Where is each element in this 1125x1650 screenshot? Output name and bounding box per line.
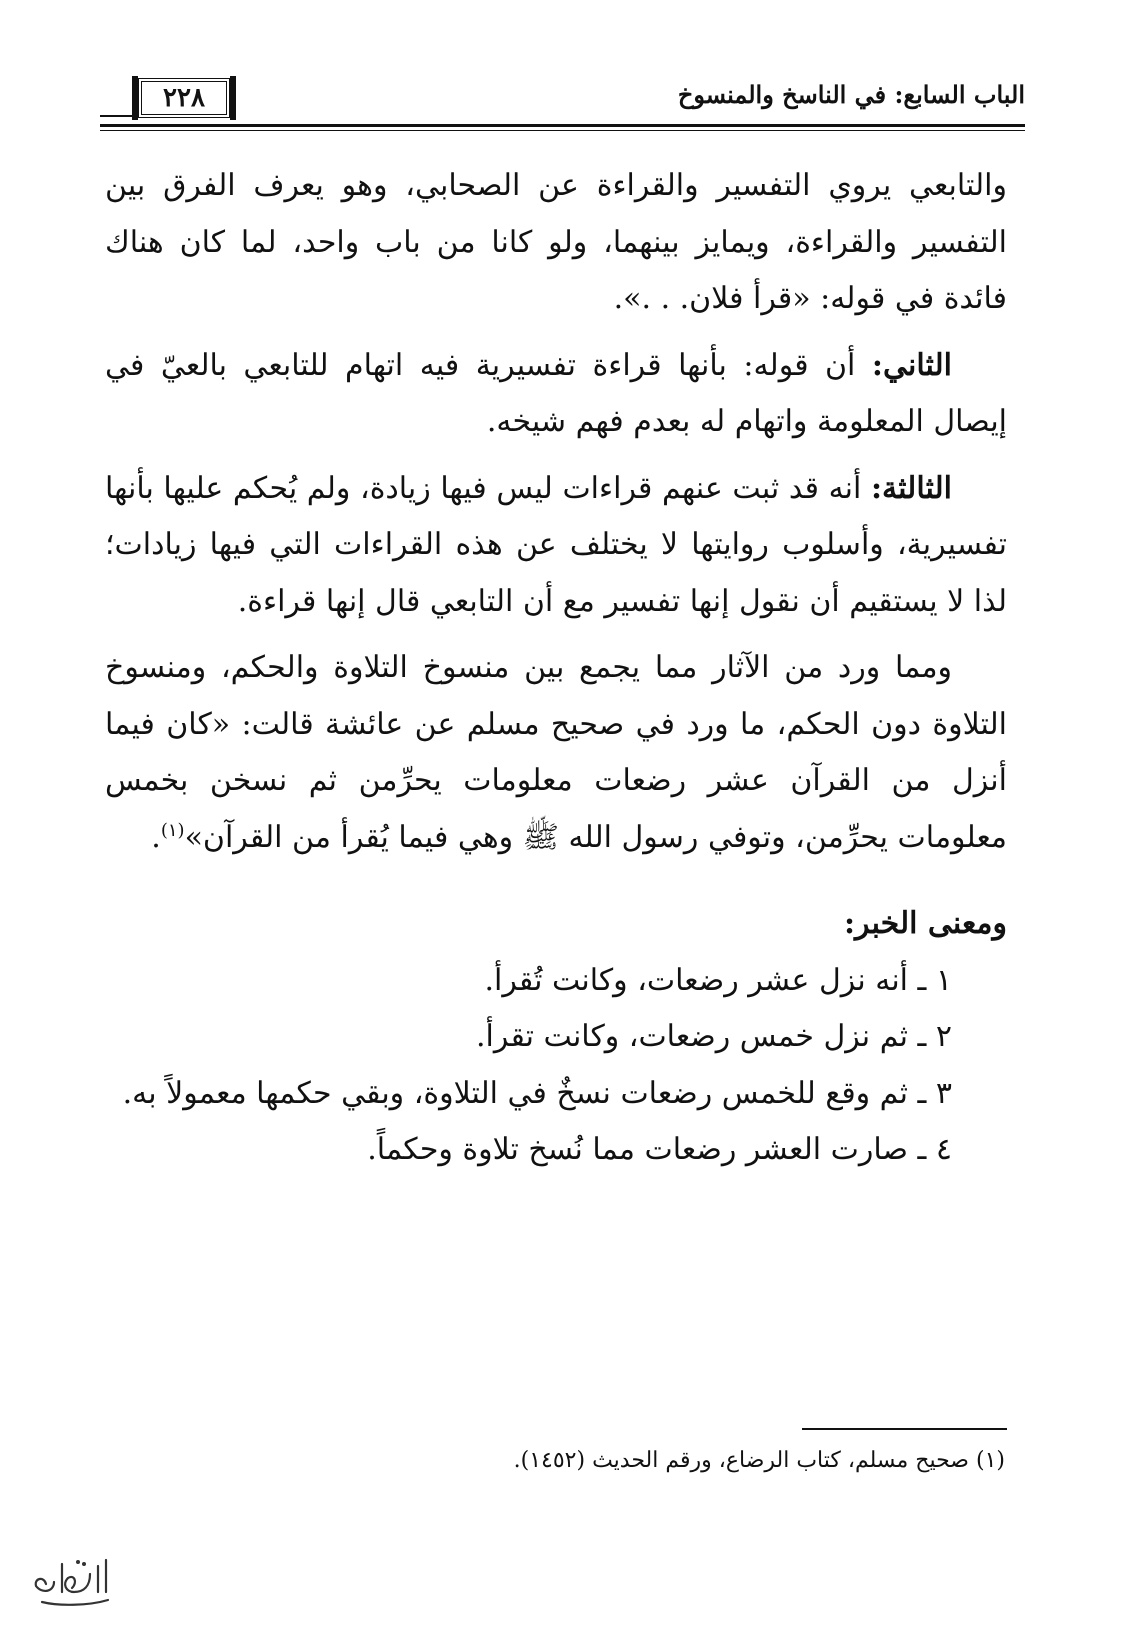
paragraph-3 — [105, 461, 1007, 631]
paragraph-2-label: الثاني: — [871, 347, 952, 383]
paragraph-2 — [105, 338, 1007, 451]
header-rule-left — [100, 115, 138, 117]
meaning-heading: ومعنى الخبر: — [843, 906, 1007, 941]
paragraph-4-text: ومما ورد من الآثار مما يجمع بين منسوخ التلاوة والحكم، ومنسوخ التلاوة دون الحكم، ما ورد في صحيح مسلم عن عائشة قالت: «كان فيما أنزل من القرآن عشر رضعات معلومات يحرِّمن ثم نسخن بخمس معلومات يحرِّمن، وتوفي رسول الله ﷺ وهي فيما يُقرأ من القرآن» — [105, 650, 1007, 855]
list-item: ١ ـ أنه نزل عشر رضعات، وكانت تُقرأ. — [484, 962, 952, 998]
list-item: ٤ ـ صارت العشر رضعات مما نُسخ تلاوة وحكماً. — [367, 1132, 952, 1167]
footnote-ref: (١) — [160, 819, 185, 841]
running-header — [100, 78, 1025, 128]
paragraph-2-text: أن قوله: بأنها قراءة تفسيرية فيه اتهام للتابعي بالعيّ في إيصال المعلومة واتهام له بعدم فهم شيخه. — [105, 347, 1007, 439]
header-rule-thin — [100, 130, 1025, 131]
paragraph-4-end: . — [151, 819, 161, 855]
chapter-title: الباب السابع: في الناسخ والمنسوخ — [677, 80, 1025, 109]
page-number: ٢٢٨ — [138, 78, 230, 118]
paragraph-3-text: أنه قد ثبت عنهم قراءات ليس فيها زيادة، ولم يُحكم عليها بأنها تفسيرية، وأسلوب روايتها لا يختلف عن هذه القراءات التي فيها زيادات؛ لذا لا يستقيم أن نقول إنها تفسير مع أن التابعي قال إنها قراءة. — [105, 470, 1007, 619]
list-item: ٣ ـ ثم وقع للخمس رضعات نسخٌ في التلاوة، وبقي حكمها معمولاً به. — [122, 1075, 952, 1111]
footnote: (١) صحيح مسلم، كتاب الرضاع، ورقم الحديث (١٤٥٢). — [513, 1448, 1005, 1473]
header-rule-thick — [100, 124, 1025, 127]
paragraph-3-label: الثالثة: — [870, 470, 952, 506]
list-item: ٢ ـ ثم نزل خمس رضعات، وكانت تقرأ. — [476, 1019, 952, 1054]
footnote-separator — [802, 1428, 1007, 1430]
main-text — [105, 158, 1007, 1179]
publisher-logo-icon — [28, 1552, 114, 1612]
paragraph-4 — [105, 640, 1007, 866]
paragraph-1: والتابعي يروي التفسير والقراءة عن الصحابي، وهو يعرف الفرق بين التفسير والقراءة، ويمايز بينهما، ولو كانا من باب واحد، لما كان هناك فائدة في قوله: «قرأ فلان. . .». — [105, 168, 1007, 316]
